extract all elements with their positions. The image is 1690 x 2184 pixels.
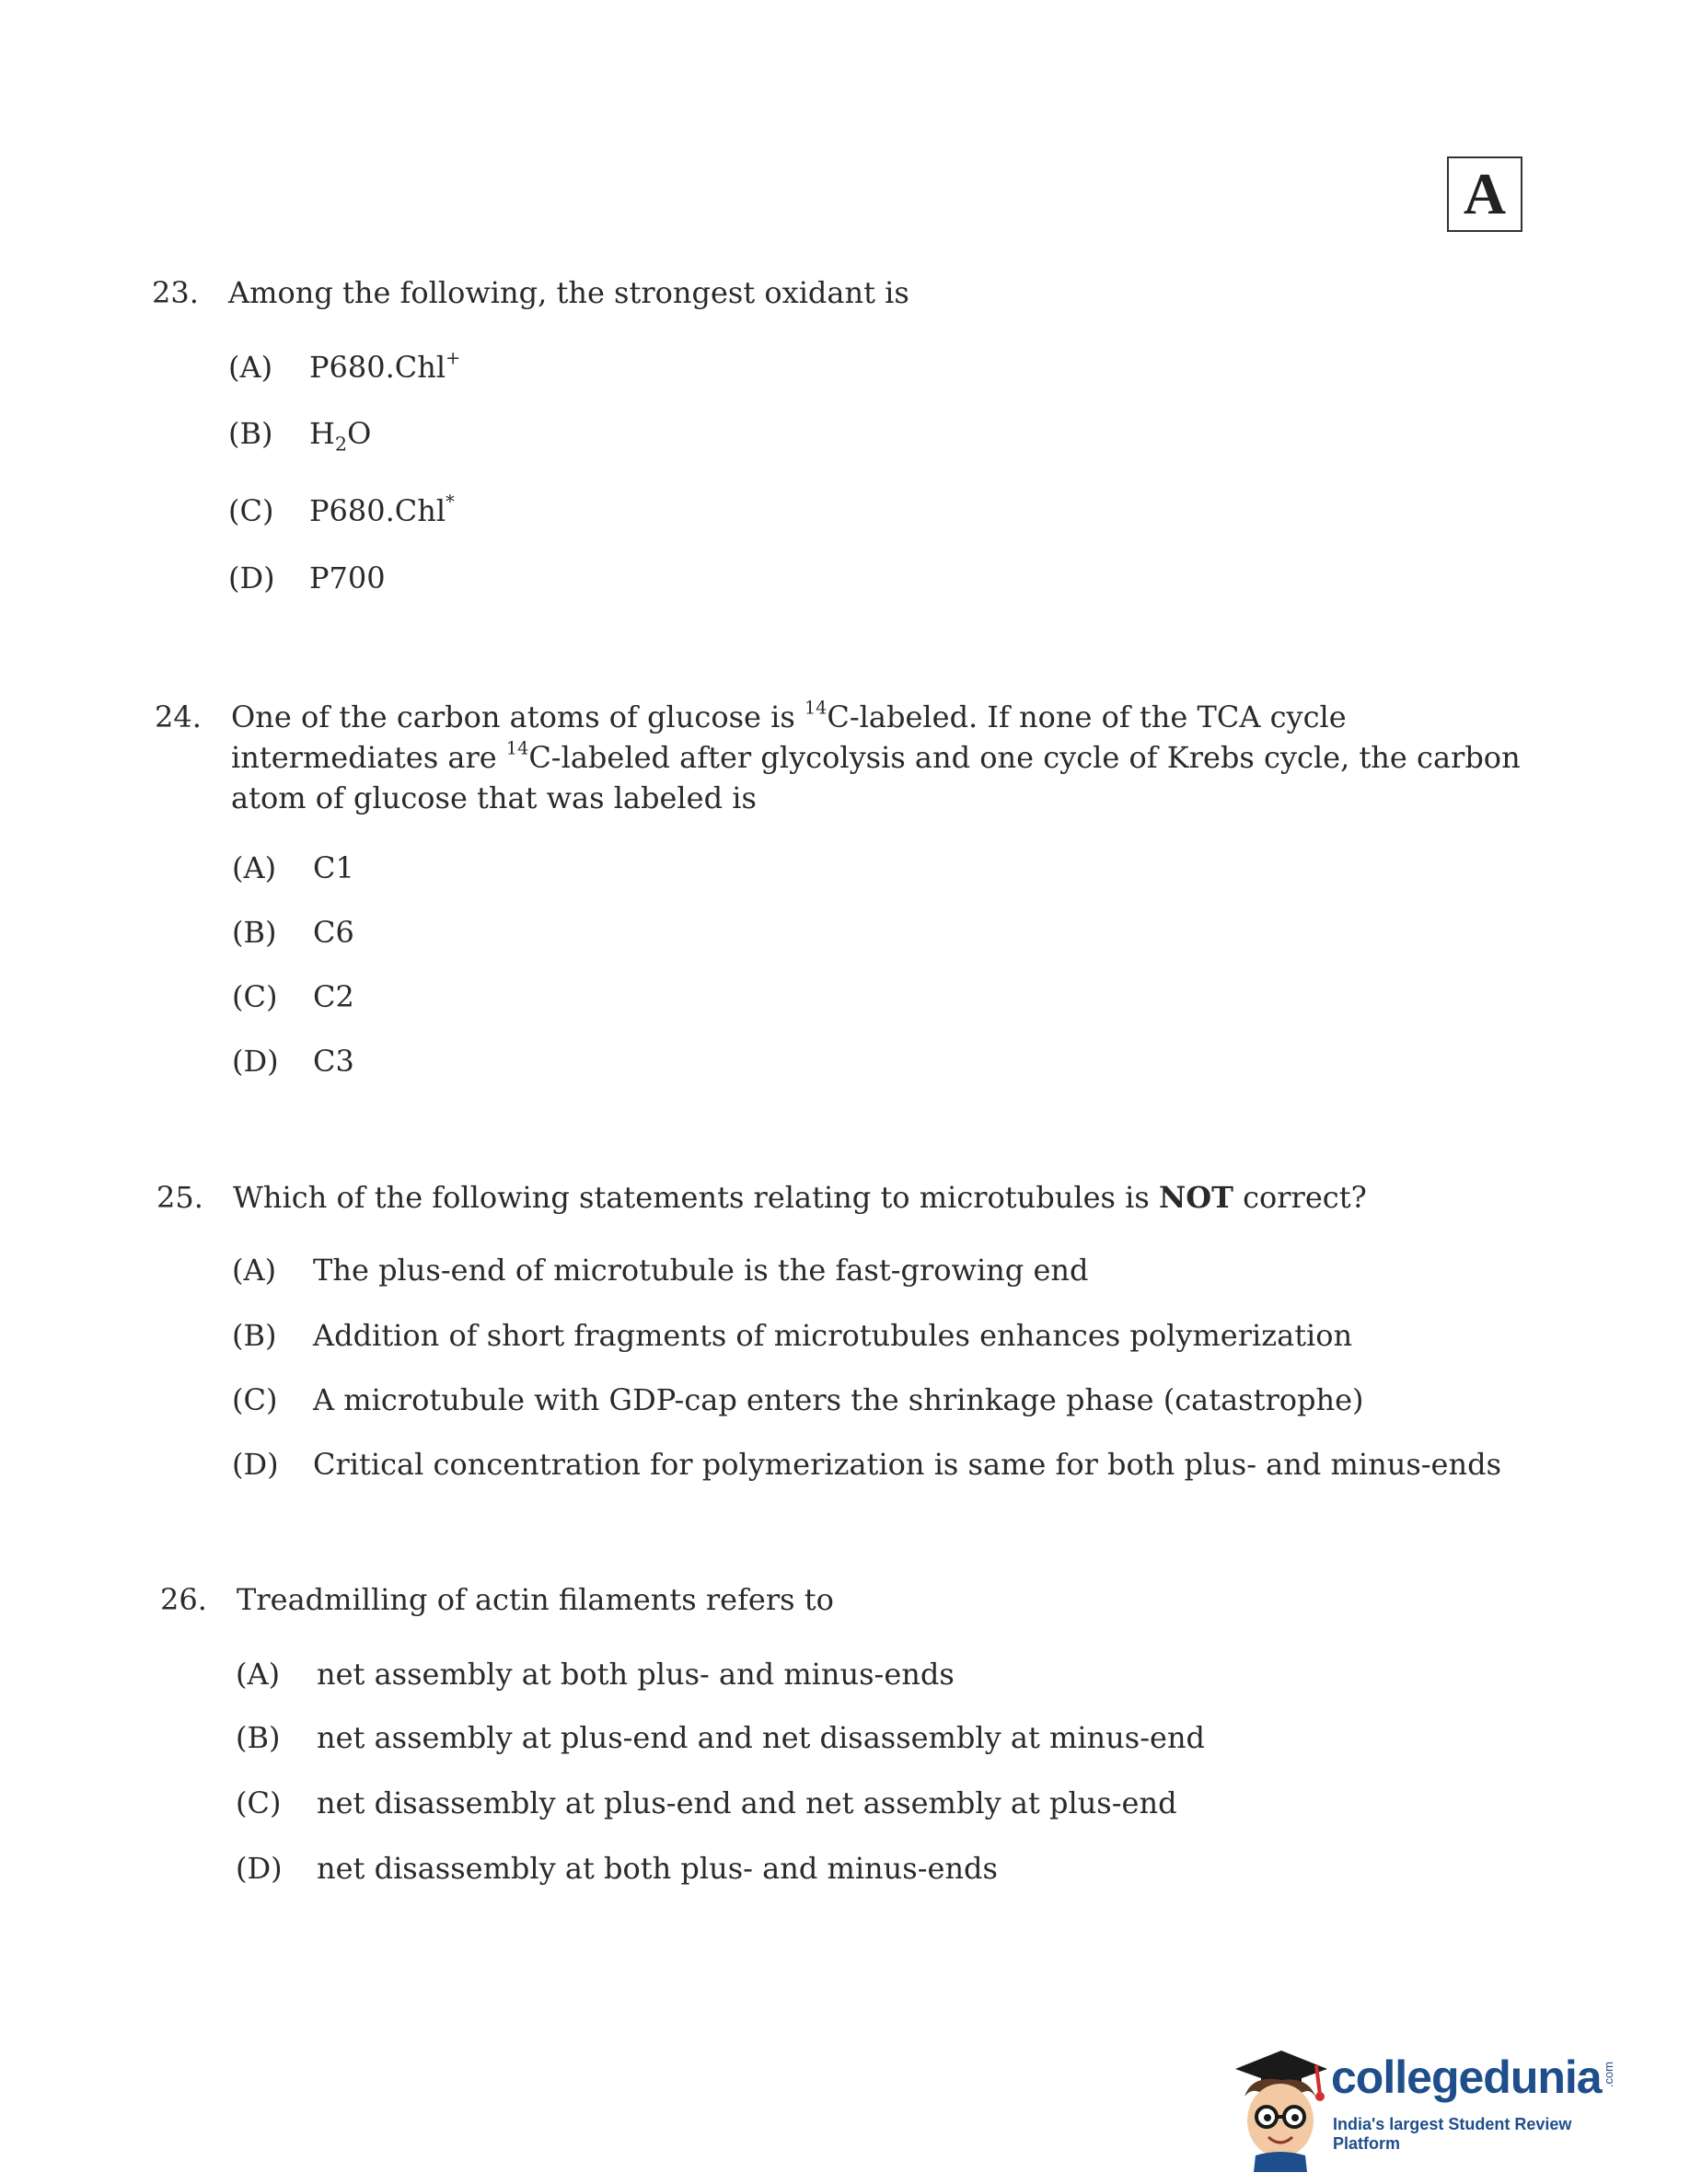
- option-text: The plus-end of microtubule is the fast-growing end: [313, 1253, 1089, 1288]
- option-label: (C): [232, 1382, 278, 1417]
- option-text: net disassembly at both plus- and minus-ends: [317, 1851, 998, 1886]
- question-stem: Among the following, the strongest oxidant is: [228, 275, 909, 310]
- question-number: 24.: [155, 699, 202, 734]
- question-number: 25.: [156, 1180, 203, 1215]
- option-text: A microtubule with GDP-cap enters the shrinkage phase (catastrophe): [313, 1382, 1364, 1417]
- option-label: (C): [236, 1785, 282, 1820]
- option-label: (A): [236, 1657, 281, 1692]
- option-text: P700: [309, 560, 386, 595]
- option-label: (A): [232, 1253, 277, 1288]
- option-text: Addition of short fragments of microtubules enhances polymerization: [313, 1318, 1353, 1353]
- option-text: Critical concentration for polymerization is same for both plus- and minus-ends: [313, 1447, 1501, 1482]
- option-text: C1: [313, 850, 354, 885]
- student-mascot-icon: [1224, 2041, 1333, 2172]
- option-text: net disassembly at plus-end and net assembly at plus-end: [317, 1785, 1177, 1820]
- option-label: (C): [228, 493, 274, 528]
- option-text: P680.Chl*: [309, 491, 455, 528]
- paper-code-box: A: [1447, 156, 1522, 232]
- option-label: (B): [232, 1318, 277, 1353]
- option-text: C2: [313, 979, 354, 1014]
- option-label: (A): [232, 850, 277, 885]
- option-text: net assembly at both plus- and minus-ends: [317, 1657, 955, 1692]
- option-text: C6: [313, 915, 354, 950]
- brand-name: collegedunia: [1331, 2051, 1602, 2103]
- option-label: (B): [232, 915, 277, 950]
- option-label: (A): [228, 350, 273, 385]
- question-stem: Which of the following statements relating to microtubules is NOT correct?: [233, 1180, 1367, 1215]
- option-label: (B): [228, 416, 273, 451]
- option-label: (C): [232, 979, 278, 1014]
- option-text: net assembly at plus-end and net disassembly at minus-end: [317, 1720, 1206, 1755]
- question-number: 26.: [160, 1582, 207, 1617]
- option-text: P680.Chl+: [309, 347, 461, 385]
- brand-domain: .com: [1602, 2062, 1615, 2088]
- option-label: (D): [236, 1851, 283, 1886]
- option-text: C3: [313, 1044, 354, 1079]
- option-text: $H_2O$: [309, 416, 372, 456]
- brand-tagline: India's largest Student Review Platform: [1333, 2115, 1572, 2153]
- option-label: (D): [232, 1044, 279, 1079]
- option-label: (D): [228, 560, 275, 595]
- question-stem: One of the carbon atoms of glucose is $^{14}$C-labeled. If none of the TCA cycle intermediates are $^{14}$C-labeled after glycolysis and one cycle of Krebs cycle, the carbon atom of glucose that was labeled is: [231, 697, 1521, 815]
- option-label: (B): [236, 1720, 281, 1755]
- question-number: 23.: [152, 275, 199, 310]
- option-label: (D): [232, 1447, 279, 1482]
- question-stem: Treadmilling of actin filaments refers to: [237, 1582, 834, 1617]
- collegedunia-watermark[interactable]: [1224, 2041, 1629, 2172]
